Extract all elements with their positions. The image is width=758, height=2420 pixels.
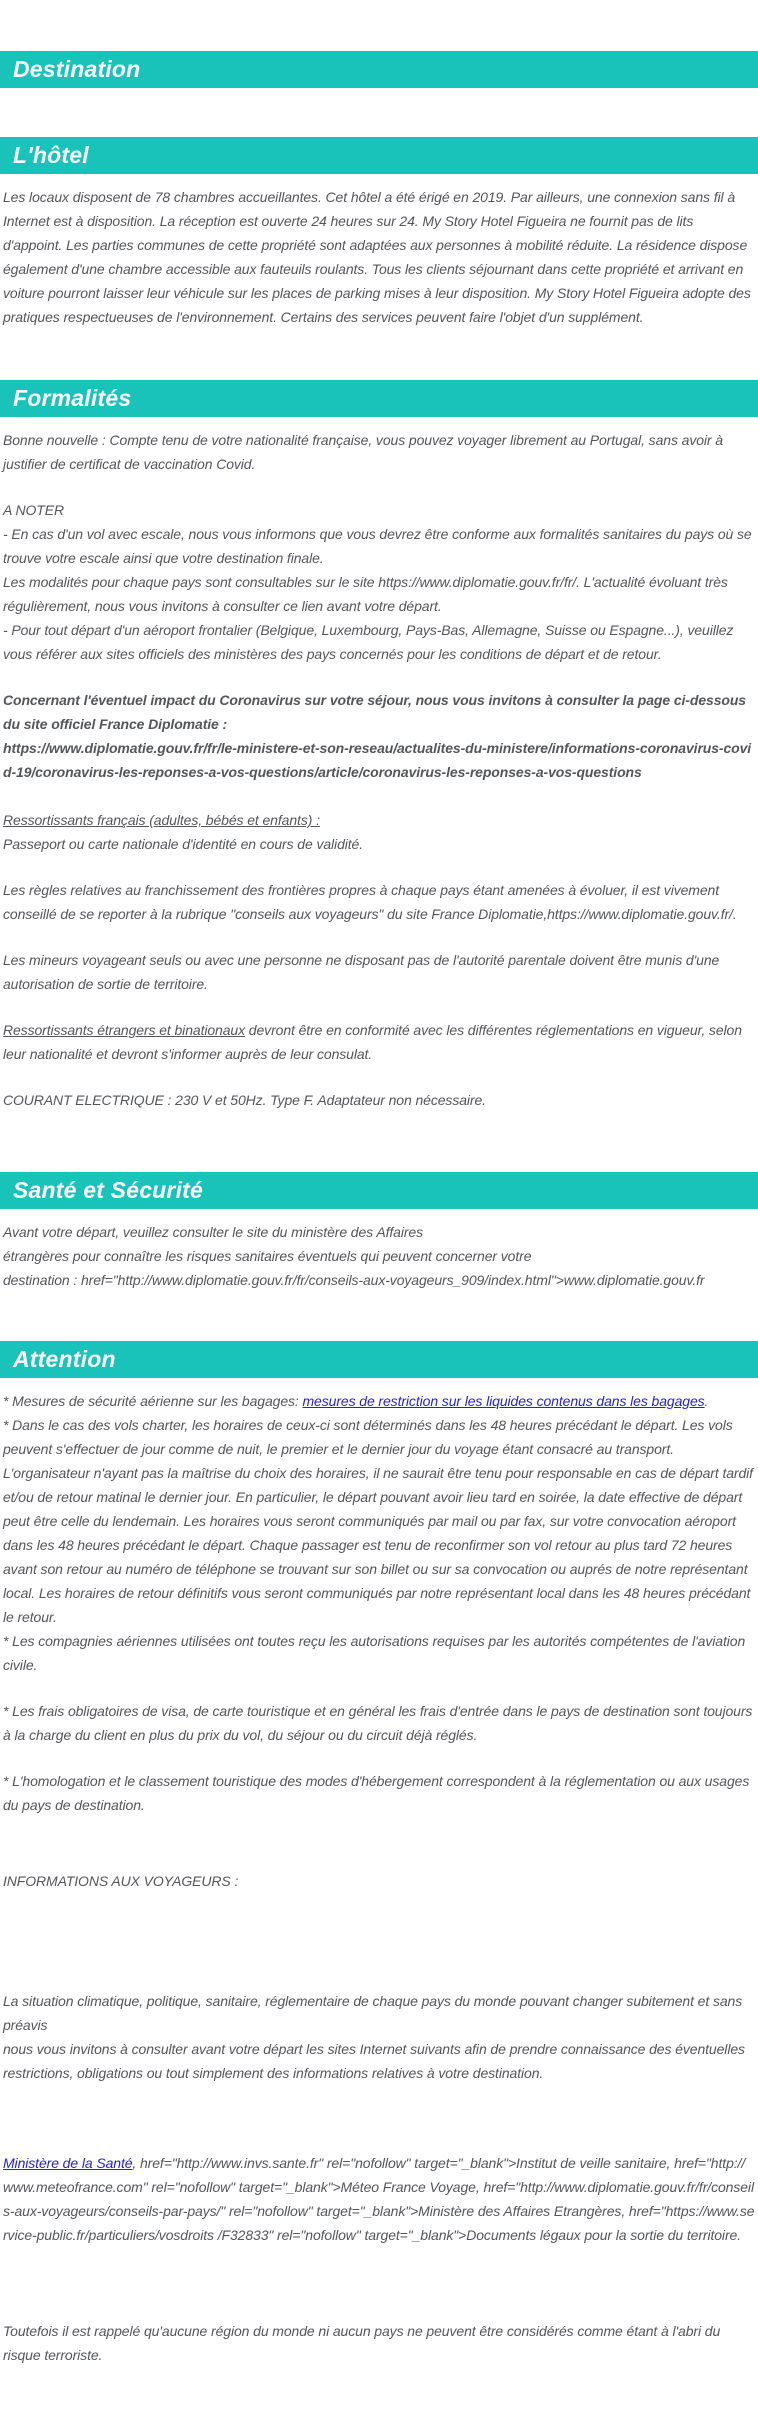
section-title-destination: Destination — [13, 56, 141, 82]
visa-fees-paragraph: * Les frais obligatoires de visa, de carte touristique et en général les frais d'entrée dans le pays de destination sont toujours à la charge du client en plus du prix du vol, du séjour ou du circuit déjà réglés. — [3, 1703, 753, 1743]
travellers-info-title: INFORMATIONS AUX VOYAGEURS : — [3, 1873, 239, 1889]
minors-paragraph: Les mineurs voyageant seuls ou avec une personne ne disposant pas de l'autorité parentale doivent être munis d'une autorisation de sortie de territoire. — [3, 952, 720, 992]
electric-current-note: COURANT ELECTRIQUE : 230 V et 50Hz. Type F. Adaptateur non nécessaire. — [3, 1092, 486, 1108]
foreign-nationals-heading: Ressortissants étrangers et binationaux — [3, 1022, 246, 1038]
a-noter-block — [0, 498, 758, 666]
covid-url: https://www.diplomatie.gouv.fr/fr/le-ministere-et-son-reseau/actualites-du-ministere/informations-coronavirus-covid-19/coronavirus-les-reponses-a-vos-questions/article/coronavirus-les-reponses-a-vos-questions — [3, 740, 752, 780]
covid-notice-text: Concernant l'éventuel impact du Coronavirus sur votre séjour, nous vous invitons à consulter la page ci-dessous du site officiel France Diplomatie : — [3, 692, 746, 732]
sante-line3: destination : href="http://www.diplomatie.gouv.fr/fr/conseils-aux-voyageurs_909/index.html">www.diplomatie.gouv.fr — [3, 1272, 705, 1288]
covid-notice-block — [0, 688, 758, 784]
airlines-authorization-paragraph: * Les compagnies aériennes utilisées ont toutes reçu les autorisations requises par les autorités compétentes de l'aviation civile. — [3, 1633, 746, 1673]
section-title-formalites: Formalités — [13, 385, 132, 411]
section-title-sante: Santé et Sécurité — [13, 1177, 204, 1203]
situation-line2: nous vous invitons à consulter avant votre départ les sites Internet suivants afin de prendre connaissance des éventuelles restrictions, obligations ou tout simplement des informations relatives à votre destination. — [3, 2041, 745, 2081]
top-spacer — [0, 0, 758, 51]
section-header-attention — [0, 1341, 758, 1378]
a-noter-line2: Les modalités pour chaque pays sont consultables sur le site https://www.diplomatie.gouv.fr/fr/. L'actualité évoluant très régulièrement, nous vous invitons à consulter ce lien avant votre départ. — [3, 574, 728, 614]
hotel-description: Les locaux disposent de 78 chambres accueillantes. Cet hôtel a été érigé en 2019. Par ailleurs, une connexion sans fil à Internet est à disposition. La réception est ouverte 24 heures sur 24. My Story Hotel Figueira ne fournit pas de lits d'appoint. Les parties communes de cette propriété sont adaptées aux personnes à mobilité réduite. La résidence dispose également d'une chambre accessible aux fauteuils roulants. Tous les clients séjournant dans cette propriété et arrivant en voiture pourront laisser leur véhicule sur les places de parking mises à leur disposition. My Story Hotel Figueira adopte des pratiques respectueuses de l'environnement. Certains des services peuvent faire l'objet d'un supplément. — [3, 189, 751, 325]
foreign-nationals-paragraph — [0, 1018, 758, 1066]
official-links-text: , href="http://www.invs.sante.fr" rel="nofollow" target="_blank">Institut de veille sanitaire, href="http://www.meteofrance.com" rel="nofollow" target="_blank">Méteo France Voyage, href="http://www.diplomatie.gouv.fr/fr/conseils-aux-voyageurs/conseils-par-pays/" rel="nofollow" target="_blank">Ministère des Affaires Etrangères, href="https://www.service-public.fr/particuliers/vosdroits /F32833" rel="nofollow" target="_blank">Documents légaux pour la sortie du territoire. — [3, 2155, 755, 2243]
sante-paragraph — [0, 1220, 758, 1292]
french-nationals-text: Passeport ou carte nationale d'identité en cours de validité. — [3, 836, 364, 852]
ministere-sante-link[interactable]: Ministère de la Santé — [3, 2155, 133, 2171]
section-header-sante — [0, 1172, 758, 1209]
sante-line1: Avant votre départ, veuillez consulter le site du ministère des Affaires — [3, 1224, 424, 1240]
situation-paragraph — [0, 1989, 758, 2085]
a-noter-line3: - Pour tout départ d'un aéroport frontalier (Belgique, Luxembourg, Pays-Bas, Allemagne, Suisse ou Espagne...), veuillez vous référer aux sites officiels des ministères des pays concernés pour les conditions de départ et de retour. — [3, 622, 734, 662]
liquids-restriction-link[interactable]: mesures de restriction sur les liquides contenus dans les bagages — [302, 1393, 705, 1409]
sante-line2: étrangères pour connaître les risques sanitaires éventuels qui peuvent concerner votre — [3, 1248, 532, 1264]
baggage-security-prefix: * Mesures de sécurité aérienne sur les bagages: — [3, 1393, 303, 1409]
a-noter-line1: - En cas d'un vol avec escale, nous vous informons que vous devrez être conforme aux formalités sanitaires du pays où se trouve votre escale ainsi que votre destination finale. — [3, 526, 752, 566]
formalites-intro: Bonne nouvelle : Compte tenu de votre nationalité française, vous pouvez voyager librement au Portugal, sans avoir à justifier de certificat de vaccination Covid. — [3, 432, 723, 472]
french-nationals-heading: Ressortissants français (adultes, bébés et enfants) : — [3, 812, 320, 828]
border-rules-paragraph: Les règles relatives au franchissement des frontières propres à chaque pays étant amenées à évoluer, il est vivement conseillé de se reporter à la rubrique "conseils aux voyageurs" du site France Diplomatie,https://www.diplomatie.gouv.fr/. — [3, 882, 737, 922]
french-nationals-block — [0, 808, 758, 856]
section-header-destination — [0, 51, 758, 88]
baggage-security-suffix: . — [704, 1393, 709, 1409]
a-noter-title: A NOTER — [3, 502, 65, 518]
charter-flights-paragraph: * Dans le cas des vols charter, les horaires de ceux-ci sont déterminés dans les 48 heures précédant le départ. Les vols peuvent s'effectuer de jour comme de nuit, le premier et le dernier jour du voyage étant consacré au transport. L'organisateur n'ayant pas la maîtrise du choix des horaires, il ne saurait être tenu pour responsable en cas de départ tardif et/ou de retour matinal le dernier jour. En particulier, le départ pouvant avoir lieu tard en soirée, la date effective de départ peut être celle du lendemain. Les horaires vous seront communiqués par mail ou par fax, sur votre convocation aéroport dans les 48 heures précédant le départ. Chaque passager est tenu de reconfirmer son vol retour au plus tard 72 heures avant son retour au numéro de téléphone se trouvant sur son billet ou sur sa convocation ou auprés de notre représentant local. Les horaires de retour définitifs vous seront communiqués par notre représentant local dans les 48 heures précédant le retour. — [3, 1417, 753, 1625]
official-links-paragraph — [0, 2151, 758, 2247]
situation-line1: La situation climatique, politique, sanitaire, réglementaire de chaque pays du monde pouvant changer subitement et sans préavis — [3, 1993, 743, 2033]
foreign-nationals-text: devront être en conformité avec les différentes réglementations en vigueur, selon leur nationalité et devront s'informer auprès de leur consulat. — [3, 1022, 742, 1062]
section-header-formalites — [0, 380, 758, 417]
section-header-hotel — [0, 137, 758, 174]
section-title-attention: Attention — [13, 1346, 116, 1372]
terrorism-disclaimer: Toutefois il est rappelé qu'aucune région du monde ni aucun pays ne peuvent être considérés comme étant à l'abri du risque terroriste. — [3, 2323, 721, 2363]
baggage-security-line — [3, 1389, 755, 1413]
accommodation-classification-paragraph: * L'homologation et le classement touristique des modes d'hébergement correspondent à la réglementation ou aux usages du pays de destination. — [3, 1773, 750, 1813]
attention-bullets-block — [0, 1389, 758, 1677]
section-title-hotel: L'hôtel — [13, 142, 89, 168]
